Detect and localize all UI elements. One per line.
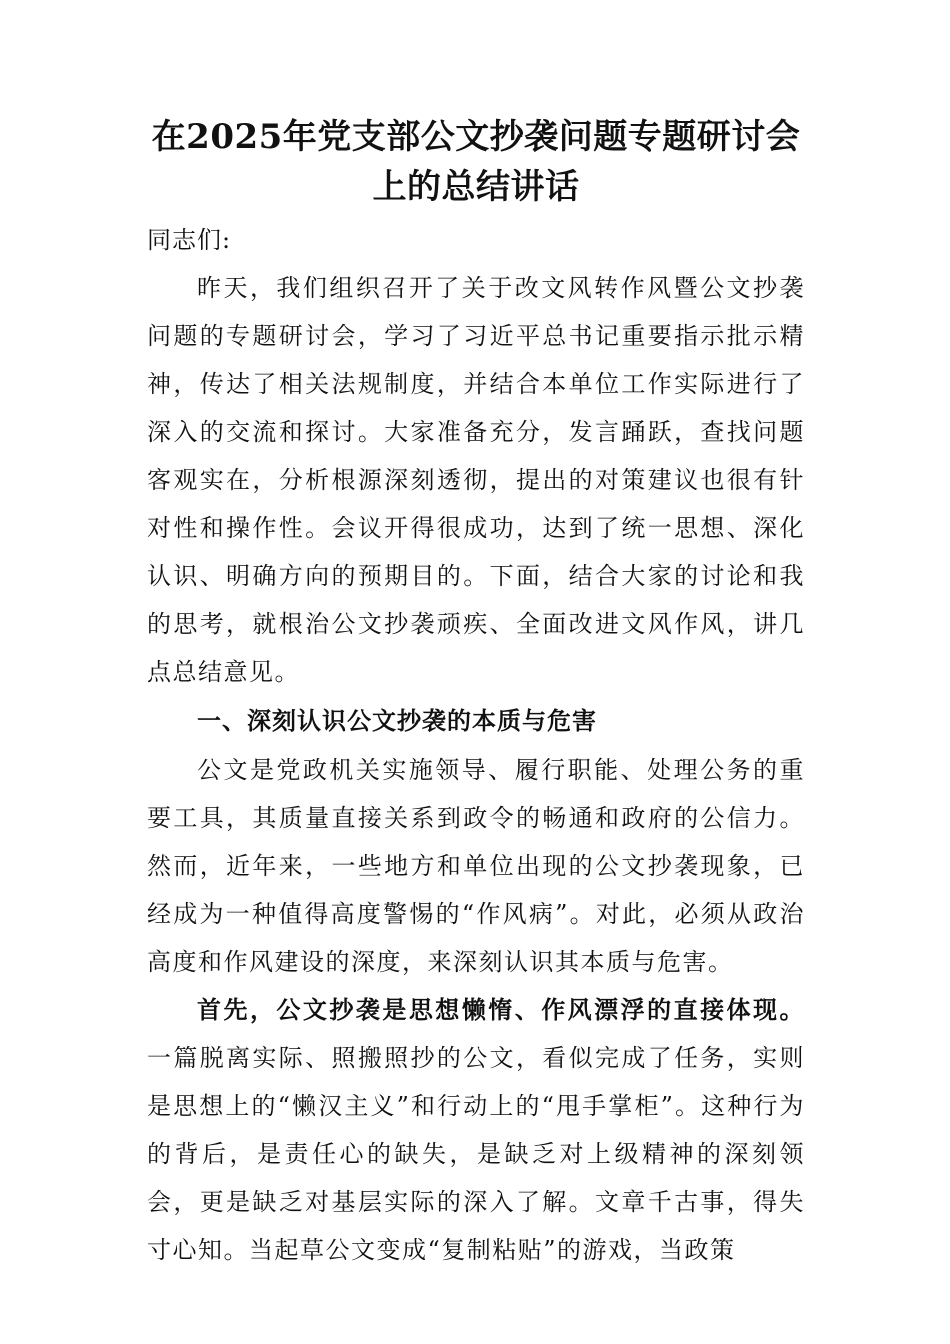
point-1-body: 一篇脱离实际、照搬照抄的公文，看似完成了任务，实则是思想上的“懒汉主义”和行动上的“甩手掌柜”。这种行为的背后，是责任心的缺失，是缺乏对上级精神的深刻领会，更是缺乏对基层实际的深入了解。文章千古事，得失寸心知。当起草公文变成“复制粘贴”的游戏，当政策: [147, 1044, 805, 1264]
intro-paragraph: 昨天，我们组织召开了关于改文风转作风暨公文抄袭问题的专题研讨会，学习了习近平总书记重要指示批示精神，传达了相关法规制度，并结合本单位工作实际进行了深入的交流和探讨。大家准备充分，发言踊跃，查找问题客观实在，分析根源深刻透彻，提出的对策建议也很有针对性和操作性。会议开得很成功，达到了统一思想、深化认识、明确方向的预期目的。下面，结合大家的讨论和我的思考，就根治公文抄袭顽疾、全面改进文风作风，讲几点总结意见。: [147, 274, 805, 686]
section-heading-1: 一、深刻认识公文抄袭的本质与危害: [197, 707, 597, 735]
section-1-paragraph: 公文是党政机关实施领导、履行职能、处理公务的重要工具，其质量直接关系到政令的畅通和政府的公信力。然而，近年来，一些地方和单位出现的公文抄袭现象，已经成为一种值得高度警惕的“作风病”。对此，必须从政治高度和作风建设的深度，来深刻认识其本质与危害。: [147, 756, 805, 976]
document-title: 在2025年党支部公文抄袭问题专题研讨会上的总结讲话: [151, 117, 801, 207]
point-1-lead: 首先，公文抄袭是思想懒惰、作风漂浮的直接体现。: [197, 995, 805, 1024]
point-1-paragraph: [147, 986, 805, 1274]
document-page: [147, 112, 805, 1274]
salutation: 同志们:: [147, 226, 232, 254]
